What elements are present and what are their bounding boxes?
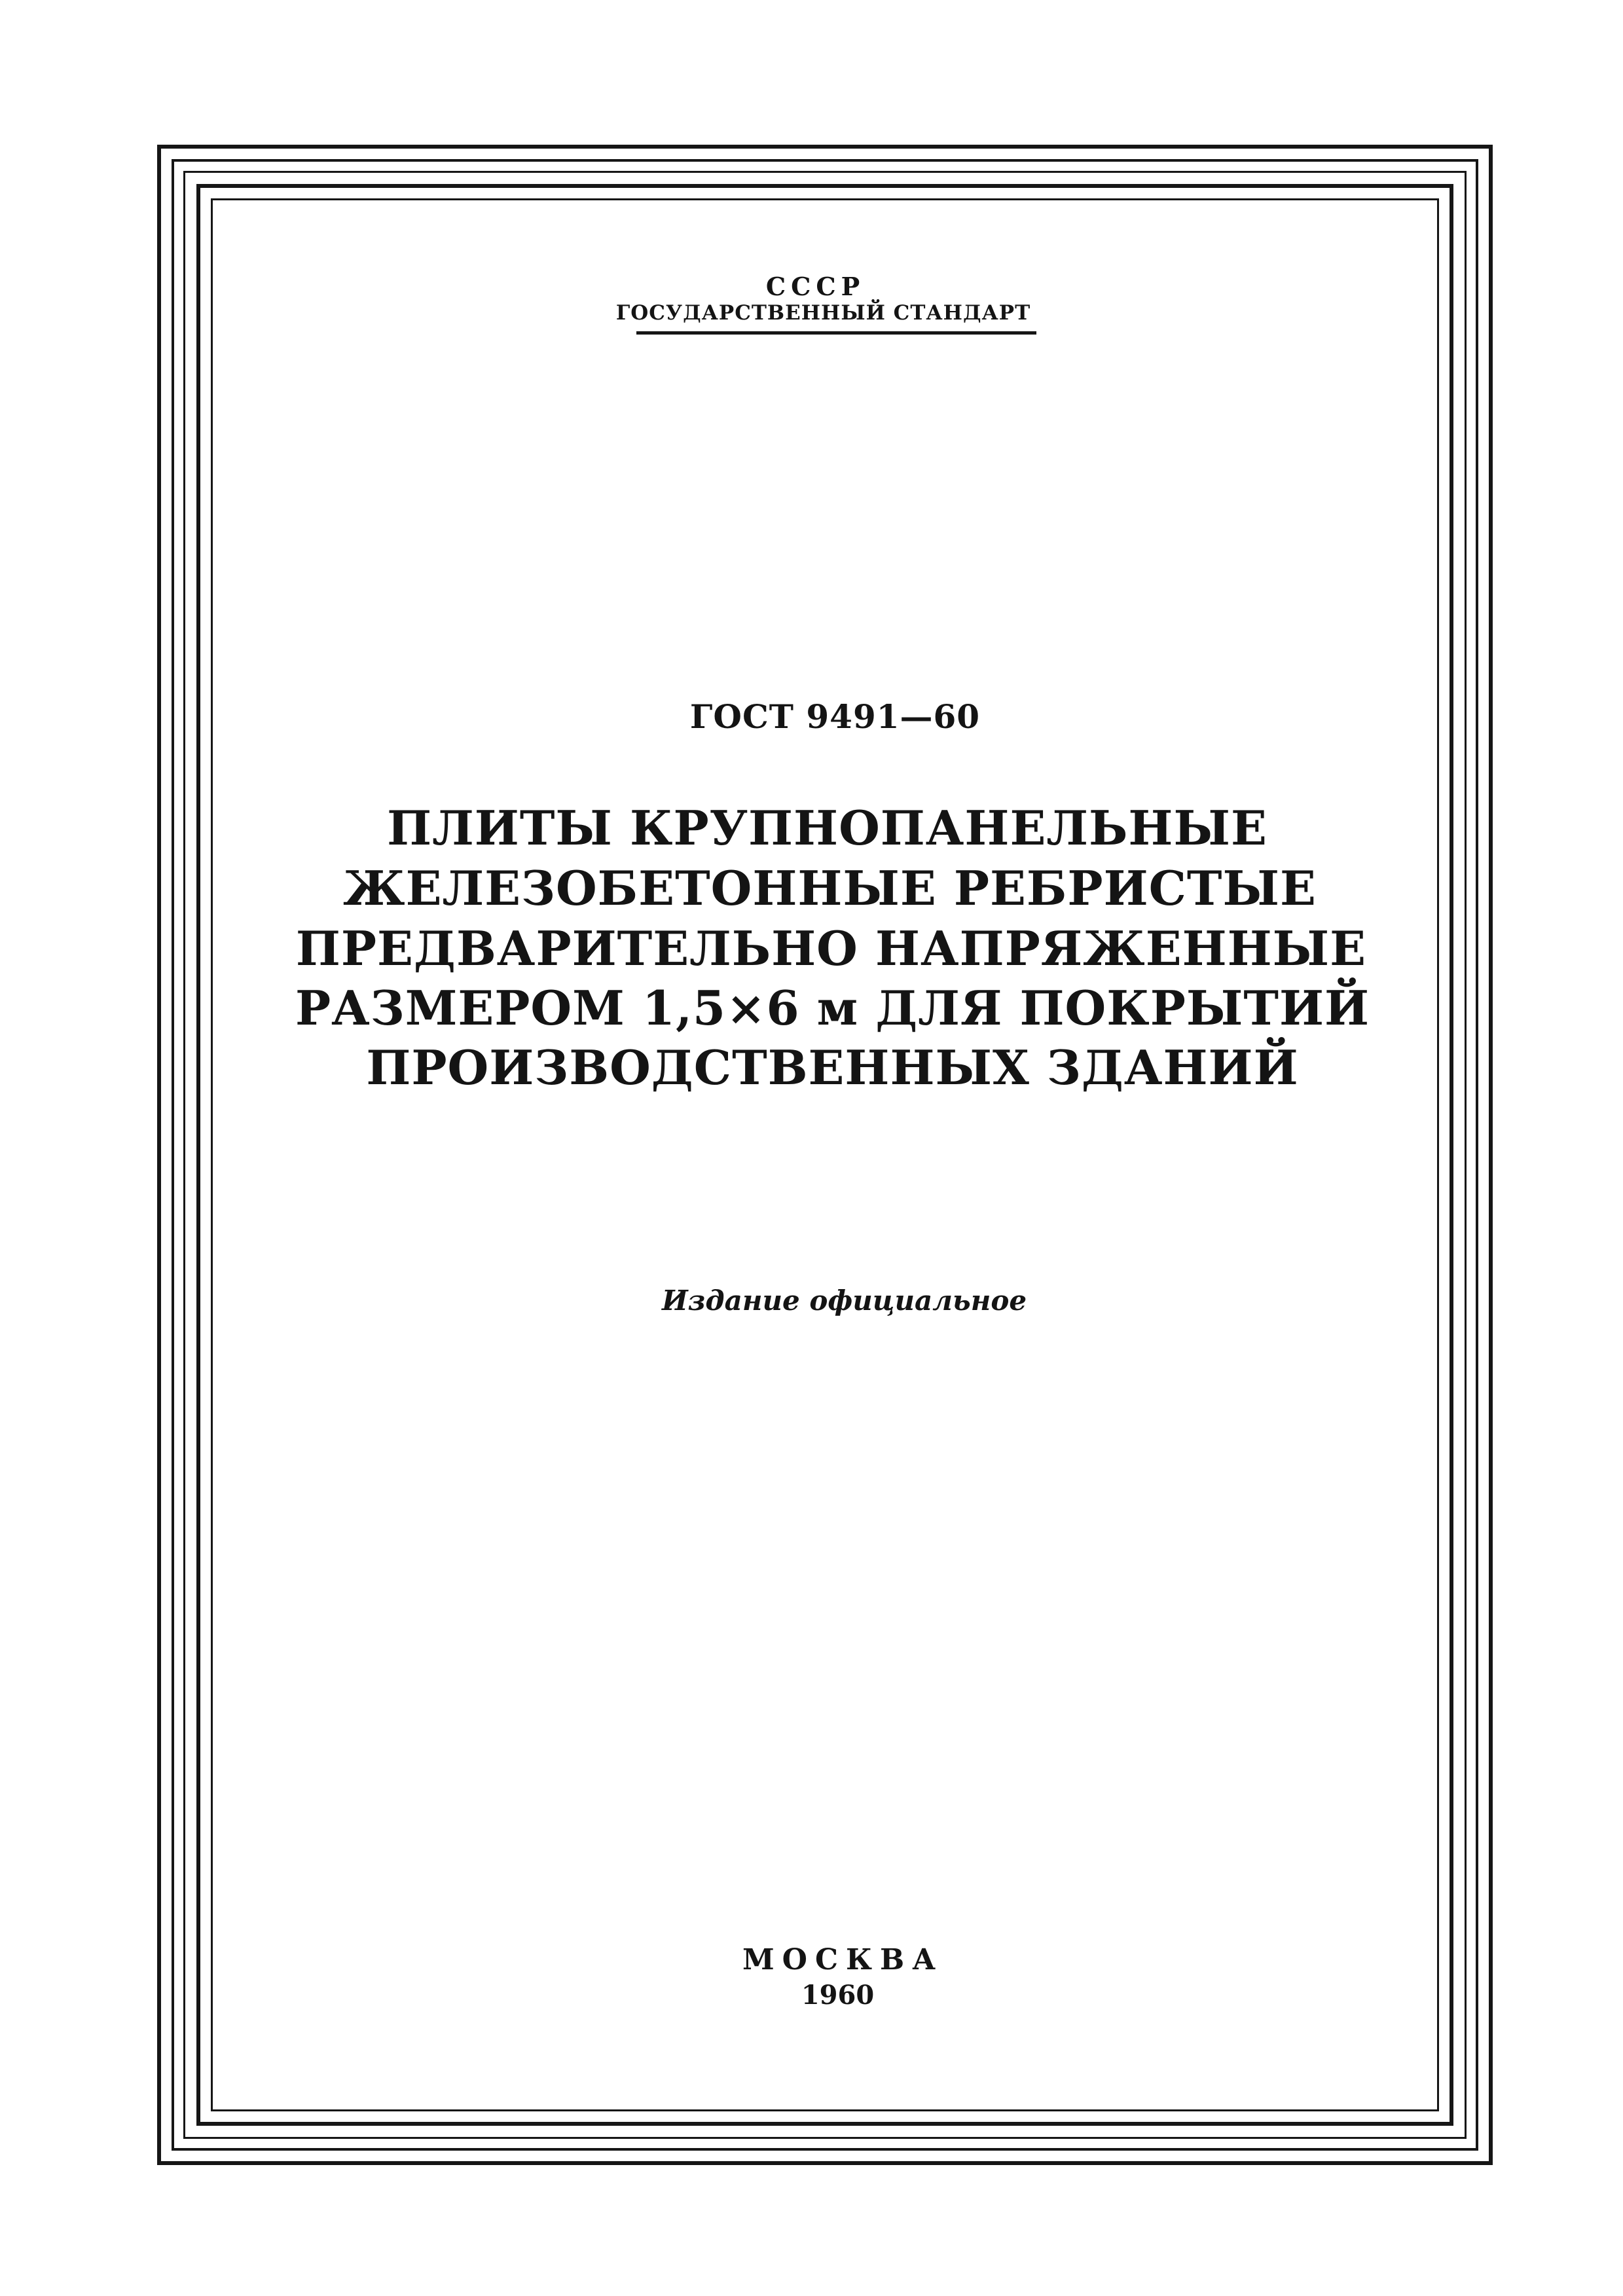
- gost-designation: ГОСТ 9491—60: [689, 697, 981, 736]
- title-line-4: РАЗМЕРОМ 1,5×6 м ДЛЯ ПОКРЫТИЙ: [295, 980, 1370, 1036]
- country-heading: СССР: [765, 272, 866, 301]
- edition-label: Издание официальное: [661, 1285, 1027, 1317]
- standard-type-heading: ГОСУДАРСТВЕННЫЙ СТАНДАРТ: [615, 301, 1031, 325]
- title-line-1: ПЛИТЫ КРУПНОПАНЕЛЬНЫЕ: [387, 800, 1267, 856]
- publication-city: МОСКВА: [742, 1943, 944, 1977]
- inner-frame: [211, 198, 1439, 2111]
- title-line-3: ПРЕДВАРИТЕЛЬНО НАПРЯЖЕННЫЕ: [295, 920, 1367, 976]
- publication-year: 1960: [801, 1980, 875, 2011]
- title-line-5: ПРОИЗВОДСТВЕННЫХ ЗДАНИЙ: [366, 1040, 1299, 1095]
- title-line-2: ЖЕЛЕЗОБЕТОННЫЕ РЕБРИСТЫЕ: [343, 860, 1317, 916]
- header-underline: [636, 331, 1036, 335]
